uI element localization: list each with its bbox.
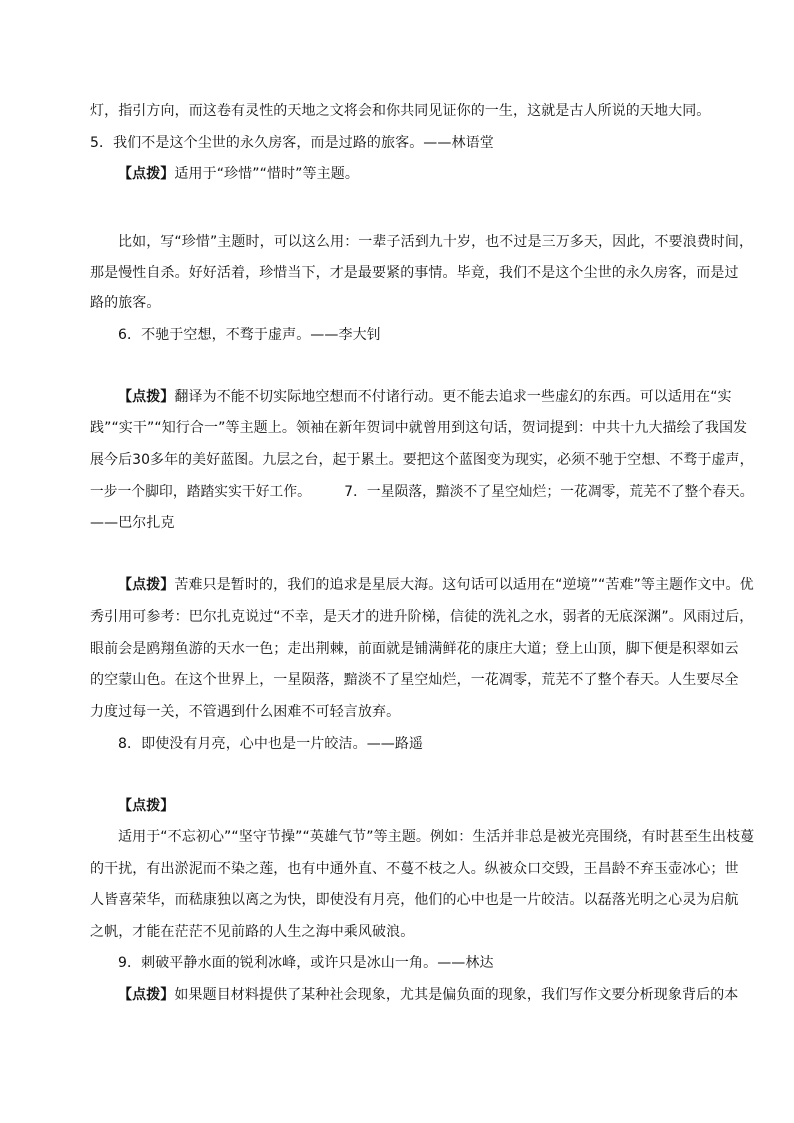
text-line: 人皆喜荣华，而嵇康独以离之为快，即使没有月亮，他们的心中也是一片皎洁。以磊落光明之心灵为启航 (90, 892, 739, 908)
quote-5: 5．我们不是这个尘世的永久房客，而是过路的旅客。——林语堂 (90, 135, 494, 151)
text-line: 秀引用可参考：巴尔扎克说过“不幸，是天才的进升阶梯，信徒的洗礼之水，弱者的无底深渊”。风雨过后， (90, 609, 754, 625)
text-line: 比如，写“珍惜”主题时，可以这么用：一辈子活到九十岁，也不过是三万多天，因此，不要浪费时间， (118, 234, 754, 250)
tip-5 (118, 165, 359, 183)
text-line: 力度过每一关，不管遇到什么困难不可轻言放弃。 (90, 704, 401, 720)
text-line: 的空蒙山色。在这个世界上，一星陨落，黯淡不了星空灿烂，一花凋零，荒芜不了整个春天。人生要尽全 (90, 672, 739, 688)
tip-text: 苦难只是暂时的，我们的追求是星辰大海。这句话可以适用在“逆境”“苦难”等主题作文中。优 (174, 577, 754, 593)
text-segment: 一步一个脚印，踏踏实实干好工作。 (90, 484, 311, 500)
tip-7 (118, 576, 754, 594)
text-line: 路的旅客。 (90, 295, 161, 311)
tip-9 (118, 986, 738, 1004)
text-line: 适用于“不忘初心”“坚守节操”“英雄气节”等主题。例如：生活并非总是被光亮围绕，有时甚至生出枝蔓 (118, 829, 755, 845)
tip-text: 如果题目材料提供了某种社会现象，尤其是偏负面的现象，我们写作文要分析现象背后的本 (174, 987, 739, 1003)
quote-7: 7．一星陨落，黯淡不了星空灿烂；一花凋零，荒芜不了整个春天。 (344, 484, 754, 500)
quote-9: 9．刺破平静水面的锐利冰峰，或许只是冰山一角。——林达 (118, 955, 494, 971)
quote-8: 8．即使没有月亮，心中也是一片皎洁。——路遥 (118, 736, 424, 752)
tip-6 (118, 388, 732, 406)
tip-text: 翻译为不能不切实际地空想而不付诸行动。更不能去追求一些虚幻的东西。可以适用在“实 (174, 389, 732, 405)
quote-6: 6．不驰于空想，不骛于虚声。——李大钊 (118, 327, 381, 343)
quote-7-author: ——巴尔扎克 (90, 515, 175, 531)
text-line: 眼前会是鸥翔鱼游的天水一色；走出荆棘，前面就是铺满鲜花的康庄大道；登上山顶，脚下便是积翠如云 (90, 641, 739, 657)
text-line (90, 483, 754, 501)
text-line: 灯，指引方向，而这卷有灵性的天地之文将会和你共同见证你的一生，这就是古人所说的天地大同。 (90, 103, 711, 119)
text-line: 的干扰，有出淤泥而不染之莲，也有中通外直、不蔓不枝之人。纵被众口交毁，王昌龄不弃玉壶冰心；世 (90, 861, 739, 877)
text-line: 践”“实干”“知行合一”等主题上。领袖在新年贺词中就曾用到这句话，贺词提到：中共十九大描绘了我国发 (90, 420, 748, 436)
text-line: 之帆，才能在茫茫不见前路的人生之海中乘风破浪。 (90, 924, 415, 940)
tip-8-tag: 【点拨】 (118, 798, 175, 814)
tip-tag: 【点拨】 (118, 577, 175, 593)
tip-text: 适用于“珍惜”“惜时”等主题。 (174, 166, 359, 182)
tip-tag: 【点拨】 (118, 389, 175, 405)
tip-tag: 【点拨】 (118, 166, 175, 182)
text-line: 展今后30多年的美好蓝图。九层之台，起于累土。要把这个蓝图变为现实，必须不驰于空想、不骛于虚声， (90, 452, 754, 468)
tip-tag: 【点拨】 (118, 987, 175, 1003)
text-line: 那是慢性自杀。好好活着，珍惜当下，才是最要紧的事情。毕竟，我们不是这个尘世的永久房客，而是过 (90, 265, 739, 281)
